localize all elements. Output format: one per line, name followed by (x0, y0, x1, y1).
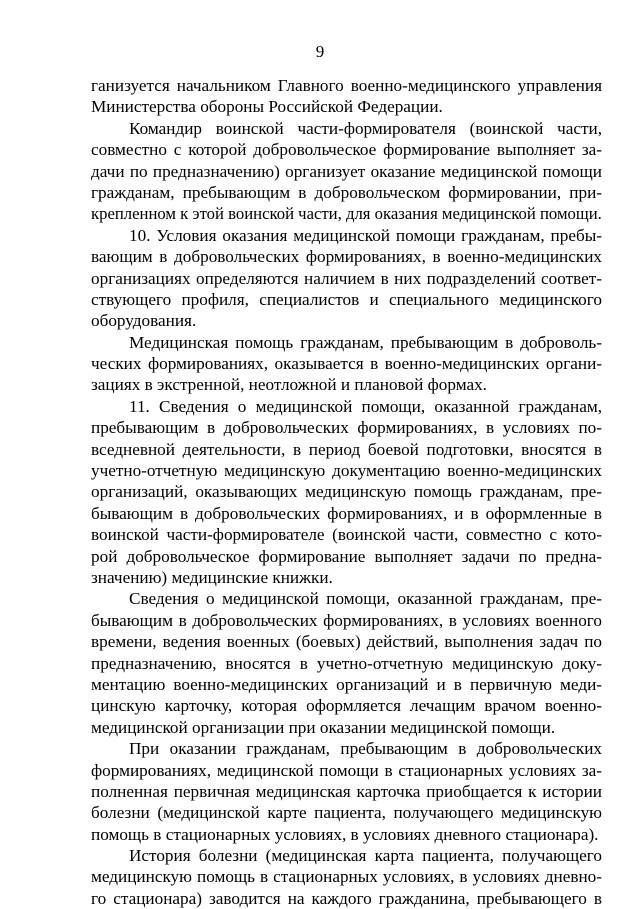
text-line: бывающим в добровольческих формированиях, в условиях военного (91, 610, 602, 630)
text-line: совместно с которой добровольческое формирование выполняет за- (91, 140, 602, 160)
text-line: организациях определяются наличием в них подразделений соответ- (91, 268, 602, 288)
text-line: болезни (медицинской карте пациента, получающего медицинскую (91, 803, 602, 823)
text-line: Министерства обороны Российской Федерации. (91, 97, 443, 117)
text-line: цинскую карточку, которая оформляется лечащим врачом военно- (91, 696, 602, 716)
text-line: При оказании гражданам, пребывающим в добровольческих (129, 739, 602, 759)
text-line: История болезни (медицинская карта пациента, получающего (129, 846, 602, 866)
text-line: предназначению, вносятся в учетно-отчетную медицинскую доку- (91, 653, 602, 673)
text-line: Командир воинской части-формирователя (воинской части, (129, 118, 602, 138)
text-line: зациях в экстренной, неотложной и плановой формах. (91, 375, 487, 395)
text-line: вающим в добровольческих формированиях, в военно-медицинских (91, 247, 602, 267)
text-line: учетно-отчетную медицинскую документацию военно-медицинских (91, 461, 602, 481)
text-line: ствующего профиля, специалистов и специального медицинского (91, 289, 602, 309)
text-line: вседневной деятельности, в период боевой подготовки, вносятся в (91, 439, 602, 459)
text-line: гражданам, пребывающим в добровольческом формировании, при- (91, 182, 602, 202)
text-line: медицинскую помощь в стационарных условиях, в условиях дневно- (91, 867, 602, 887)
text-line: времени, ведения военных (боевых) действий, выполнения задач по (91, 632, 602, 652)
body-text (91, 75, 602, 909)
text-line: пребывающим в добровольческих формированиях, в условиях по- (91, 418, 602, 438)
text-line: ментацию военно-медицинских организаций и в первичную меди- (91, 674, 602, 694)
text-line: бывающим в добровольческих формированиях, и в оформленные в (91, 503, 602, 523)
text-line: оборудования. (91, 311, 197, 331)
text-line: формированиях, медицинской помощи в стационарных условиях за- (91, 760, 602, 780)
text-line: рой добровольческое формирование выполняет задачи по предна- (91, 546, 602, 566)
text-line: полненная первичная медицинская карточка приобщается к истории (91, 781, 602, 801)
page-number: 9 (315, 42, 325, 61)
text-line: крепленном к этой воинской части, для оказания медицинской помощи. (91, 204, 602, 224)
text-line: организаций, оказывающих медицинскую помощь гражданам, пре- (91, 482, 602, 502)
text-line: Сведения о медицинской помощи, оказанной гражданам, пре- (129, 589, 602, 609)
text-line: значению) медицинские книжки. (91, 567, 333, 587)
text-line: Медицинская помощь гражданам, пребывающим в доброволь- (129, 332, 602, 352)
text-line: ганизуется начальником Главного военно-медицинского управления (91, 76, 602, 95)
text-line: медицинской организации при оказании медицинской помощи. (91, 717, 556, 737)
text-line: 11. Сведения о медицинской помощи, оказанной гражданам, (129, 396, 602, 416)
text-line: помощь в стационарных условиях, в условиях дневного стационара). (91, 824, 599, 844)
text-line: ческих формированиях, оказывается в военно-медицинских органи- (91, 354, 602, 374)
text-line: воинской части-формирователе (воинской части, совместно с кото- (91, 525, 602, 545)
text-line: дачи по предназначению) организует оказание медицинской помощи (91, 161, 602, 181)
text-line: 10. Условия оказания медицинской помощи гражданам, пребы- (129, 225, 602, 245)
text-line: го стационара) заводится на каждого гражданина, пребывающего в (91, 888, 602, 908)
